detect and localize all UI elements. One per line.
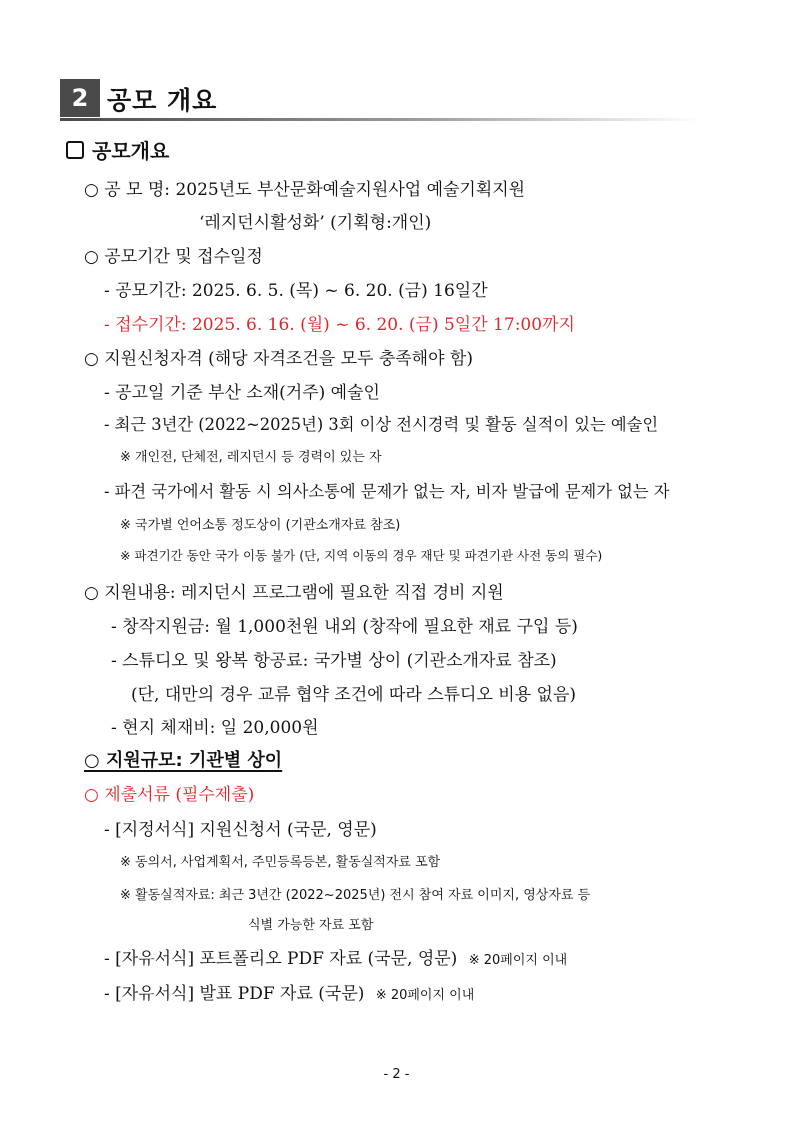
documents-item-presentation-limit: ※ 20페이지 이내 <box>375 988 475 1003</box>
eligibility-note-language: ※ 국가별 언어소통 정도상이 (기관소개자료 참조) <box>120 518 401 533</box>
eligibility-heading: ○ 지원신청자격 (해당 자격조건을 모두 충족해야 함) <box>84 349 473 369</box>
eligibility-item-career: - 최근 3년간 (2022~2025년) 3회 이상 전시경력 및 활동 실적이 있는 예술인 <box>104 415 659 434</box>
eligibility-note-travel: ※ 파견기간 동안 국가 이동 불가 (단, 지역 이동의 경우 재단 및 파견기관 사전 동의 필수) <box>120 548 603 563</box>
section-divider <box>60 118 700 121</box>
documents-item-portfolio-text: - [자유서식] 포트폴리오 PDF 자료 (국문, 영문) <box>104 949 458 969</box>
documents-item-portfolio-limit: ※ 20페이지 이내 <box>468 953 568 968</box>
subsection-heading-text: 공모개요 <box>92 139 170 163</box>
support-item-studio-airfare: - 스튜디오 및 왕복 항공료: 국가별 상이 (기관소개자료 참조) <box>111 651 557 671</box>
section-title: 공모 개요 <box>107 86 218 115</box>
section-number-badge: 2 <box>60 79 100 117</box>
project-name-subtitle: ‘레지던시활성화’ (기획형:개인) <box>199 213 432 233</box>
documents-item-portfolio <box>104 944 567 969</box>
documents-note-activity-cont: 식별 가능한 자료 포함 <box>248 918 374 933</box>
period-heading: ○ 공모기간 및 접수일정 <box>84 247 263 267</box>
support-heading: ○ 지원내용: 레지던시 프로그램에 필요한 직접 경비 지원 <box>84 583 504 603</box>
documents-note-attachments: ※ 동의서, 사업계획서, 주민등록등본, 활동실적자료 포함 <box>120 855 441 870</box>
period-item-announcement: - 공모기간: 2025. 6. 5. (목) ~ 6. 20. (금) 16일간 <box>104 281 488 301</box>
page-number: - 2 - <box>383 1067 410 1082</box>
documents-note-activity: ※ 활동실적자료: 최근 3년간 (2022~2025년) 전시 참여 자료 이미지, 영상자료 등 <box>120 888 591 903</box>
documents-item-presentation-text: - [자유서식] 발표 PDF 자료 (국문) <box>104 984 365 1004</box>
support-scale-heading: ○ 지원규모: 기관별 상이 <box>84 750 283 771</box>
subsection-heading <box>66 135 169 164</box>
eligibility-note-career: ※ 개인전, 단체전, 레지던시 등 경력이 있는 자 <box>120 450 382 465</box>
documents-item-application: - [지정서식] 지원신청서 (국문, 영문) <box>104 820 377 840</box>
period-item-submission: - 접수기간: 2025. 6. 16. (월) ~ 6. 20. (금) 5일간 17:00까지 <box>104 315 575 335</box>
documents-item-presentation <box>104 979 474 1004</box>
square-bullet-icon <box>66 141 84 159</box>
eligibility-item-residence: - 공고일 기준 부산 소재(거주) 예술인 <box>104 383 380 403</box>
eligibility-item-communication: - 파견 국가에서 활동 시 의사소통에 문제가 없는 자, 비자 발급에 문제가 없는 자 <box>104 482 670 501</box>
support-item-creation: - 창작지원금: 월 1,000천원 내외 (창작에 필요한 재료 구입 등) <box>111 617 578 637</box>
documents-heading: ○ 제출서류 (필수제출) <box>84 785 255 805</box>
support-item-taiwan-note: (단, 대만의 경우 교류 협약 조건에 따라 스튜디오 비용 없음) <box>131 685 577 705</box>
project-name-line: ○ 공 모 명: 2025년도 부산문화예술지원사업 예술기획지원 <box>84 180 526 200</box>
support-item-stay: - 현지 체재비: 일 20,000원 <box>111 718 319 738</box>
